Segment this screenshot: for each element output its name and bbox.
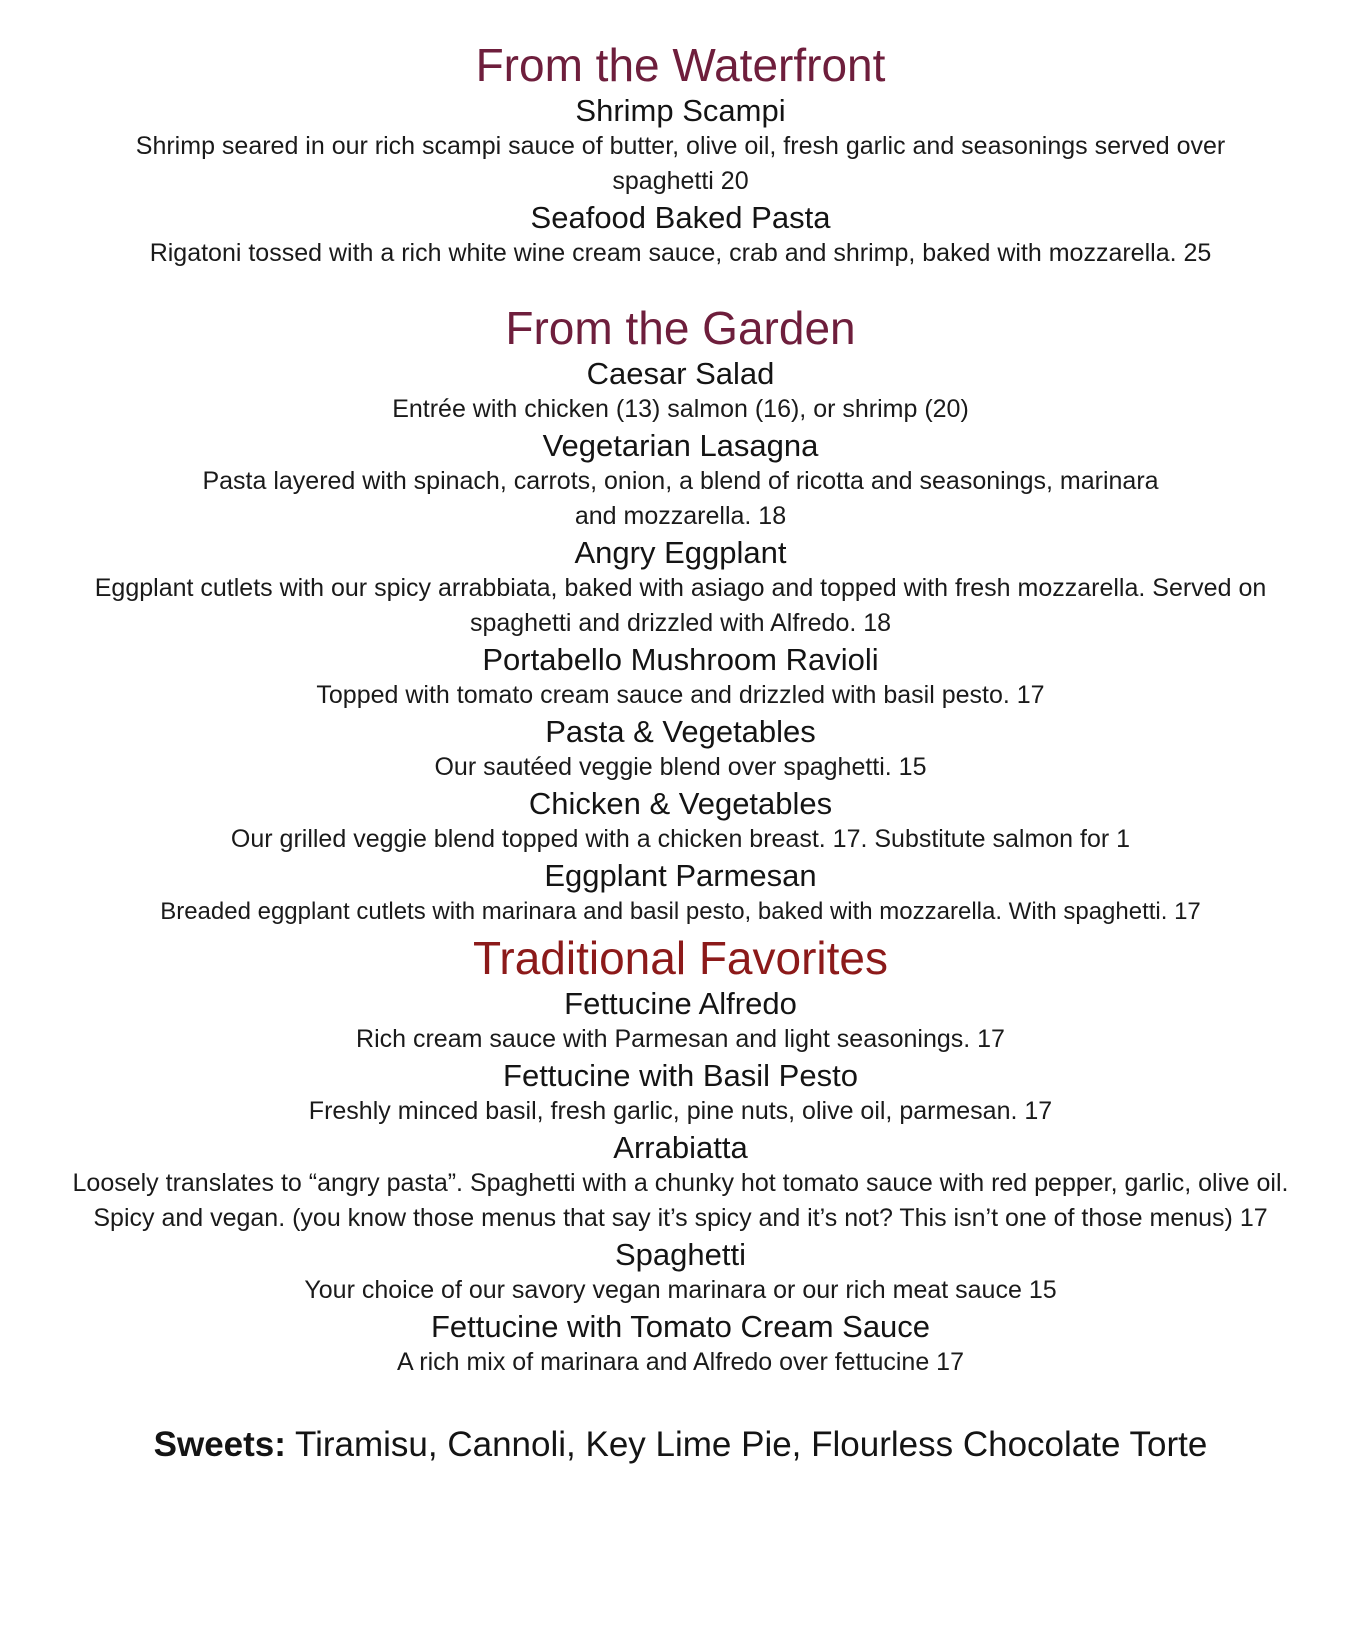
item-description: Your choice of our savory vegan marinara or our rich meat sauce 15 — [304, 1276, 1057, 1304]
menu-item — [0, 1308, 1361, 1380]
item-description: Loosely translates to “angry pasta”. Spaghetti with a chunky hot tomato sauce with red pepper, garlic, olive oil. Spicy and vegan. (you know those menus that say it’s spicy and it’s not? This isn’t one of those menus) 17 — [72, 1169, 1289, 1232]
menu-item — [0, 92, 1361, 199]
item-description: Freshly minced basil, fresh garlic, pine nuts, olive oil, parmesan. 17 — [308, 1097, 1053, 1125]
menu-item — [0, 427, 1361, 534]
section-garden — [0, 301, 1361, 929]
item-description: Eggplant cutlets with our spicy arrabbiata, baked with asiago and topped with fresh mozzarella. Served on spaghetti and drizzled with Alfredo. 18 — [94, 574, 1267, 637]
item-name: Shrimp Scampi — [575, 93, 786, 128]
section-title: Traditional Favorites — [472, 932, 888, 984]
item-name: Chicken & Vegetables — [528, 786, 833, 821]
section-traditional — [0, 931, 1361, 1380]
sweets-line — [0, 1424, 1361, 1466]
menu-item — [0, 641, 1361, 713]
item-description: A rich mix of marinara and Alfredo over fettucine 17 — [397, 1348, 964, 1376]
section-title: From the Garden — [505, 302, 856, 354]
menu-item — [0, 785, 1361, 857]
item-name: Seafood Baked Pasta — [530, 200, 831, 235]
section-waterfront — [0, 38, 1361, 271]
item-name: Fettucine with Tomato Cream Sauce — [430, 1309, 931, 1344]
item-name: Fettucine Alfredo — [564, 986, 797, 1021]
sweets-label: Sweets: — [153, 1425, 286, 1464]
menu-item — [0, 713, 1361, 785]
item-name: Arrabiatta — [613, 1130, 748, 1165]
item-description: Shrimp seared in our rich scampi sauce of butter, olive oil, fresh garlic and seasonings served over spaghetti 20 — [135, 132, 1226, 195]
item-description: Rich cream sauce with Parmesan and light seasonings. 17 — [356, 1025, 1005, 1053]
item-name: Eggplant Parmesan — [544, 858, 817, 893]
item-name: Spaghetti — [615, 1237, 746, 1272]
menu-item — [0, 1236, 1361, 1308]
menu-item — [0, 985, 1361, 1057]
item-name: Vegetarian Lasagna — [542, 428, 819, 463]
item-description: Topped with tomato cream sauce and drizzled with basil pesto. 17 — [316, 681, 1045, 709]
item-name: Fettucine with Basil Pesto — [503, 1058, 858, 1093]
menu-item — [0, 355, 1361, 427]
sweets-items: Tiramisu, Cannoli, Key Lime Pie, Flourless Chocolate Torte — [295, 1425, 1208, 1464]
item-name: Portabello Mushroom Ravioli — [482, 642, 879, 677]
item-name: Caesar Salad — [586, 356, 775, 391]
item-name: Pasta & Vegetables — [545, 714, 816, 749]
menu-item — [0, 199, 1361, 271]
section-title: From the Waterfront — [475, 39, 886, 91]
item-description: Entrée with chicken (13) salmon (16), or shrimp (20) — [392, 395, 969, 423]
menu-item — [0, 857, 1361, 929]
item-description: Breaded eggplant cutlets with marinara and basil pesto, baked with mozzarella. With spaghetti. 17 — [160, 898, 1201, 925]
item-description: Our grilled veggie blend topped with a chicken breast. 17. Substitute salmon for 1 — [230, 825, 1131, 853]
item-description: Rigatoni tossed with a rich white wine cream sauce, crab and shrimp, baked with mozzarella. 25 — [149, 239, 1212, 267]
item-name: Angry Eggplant — [574, 535, 787, 570]
menu-item — [0, 1129, 1361, 1236]
item-description: Our sautéed veggie blend over spaghetti. 15 — [434, 753, 927, 781]
menu-item — [0, 1057, 1361, 1129]
menu-item — [0, 534, 1361, 641]
item-description: Pasta layered with spinach, carrots, onion, a blend of ricotta and seasonings, marinara and mozzarella. 18 — [202, 467, 1159, 530]
